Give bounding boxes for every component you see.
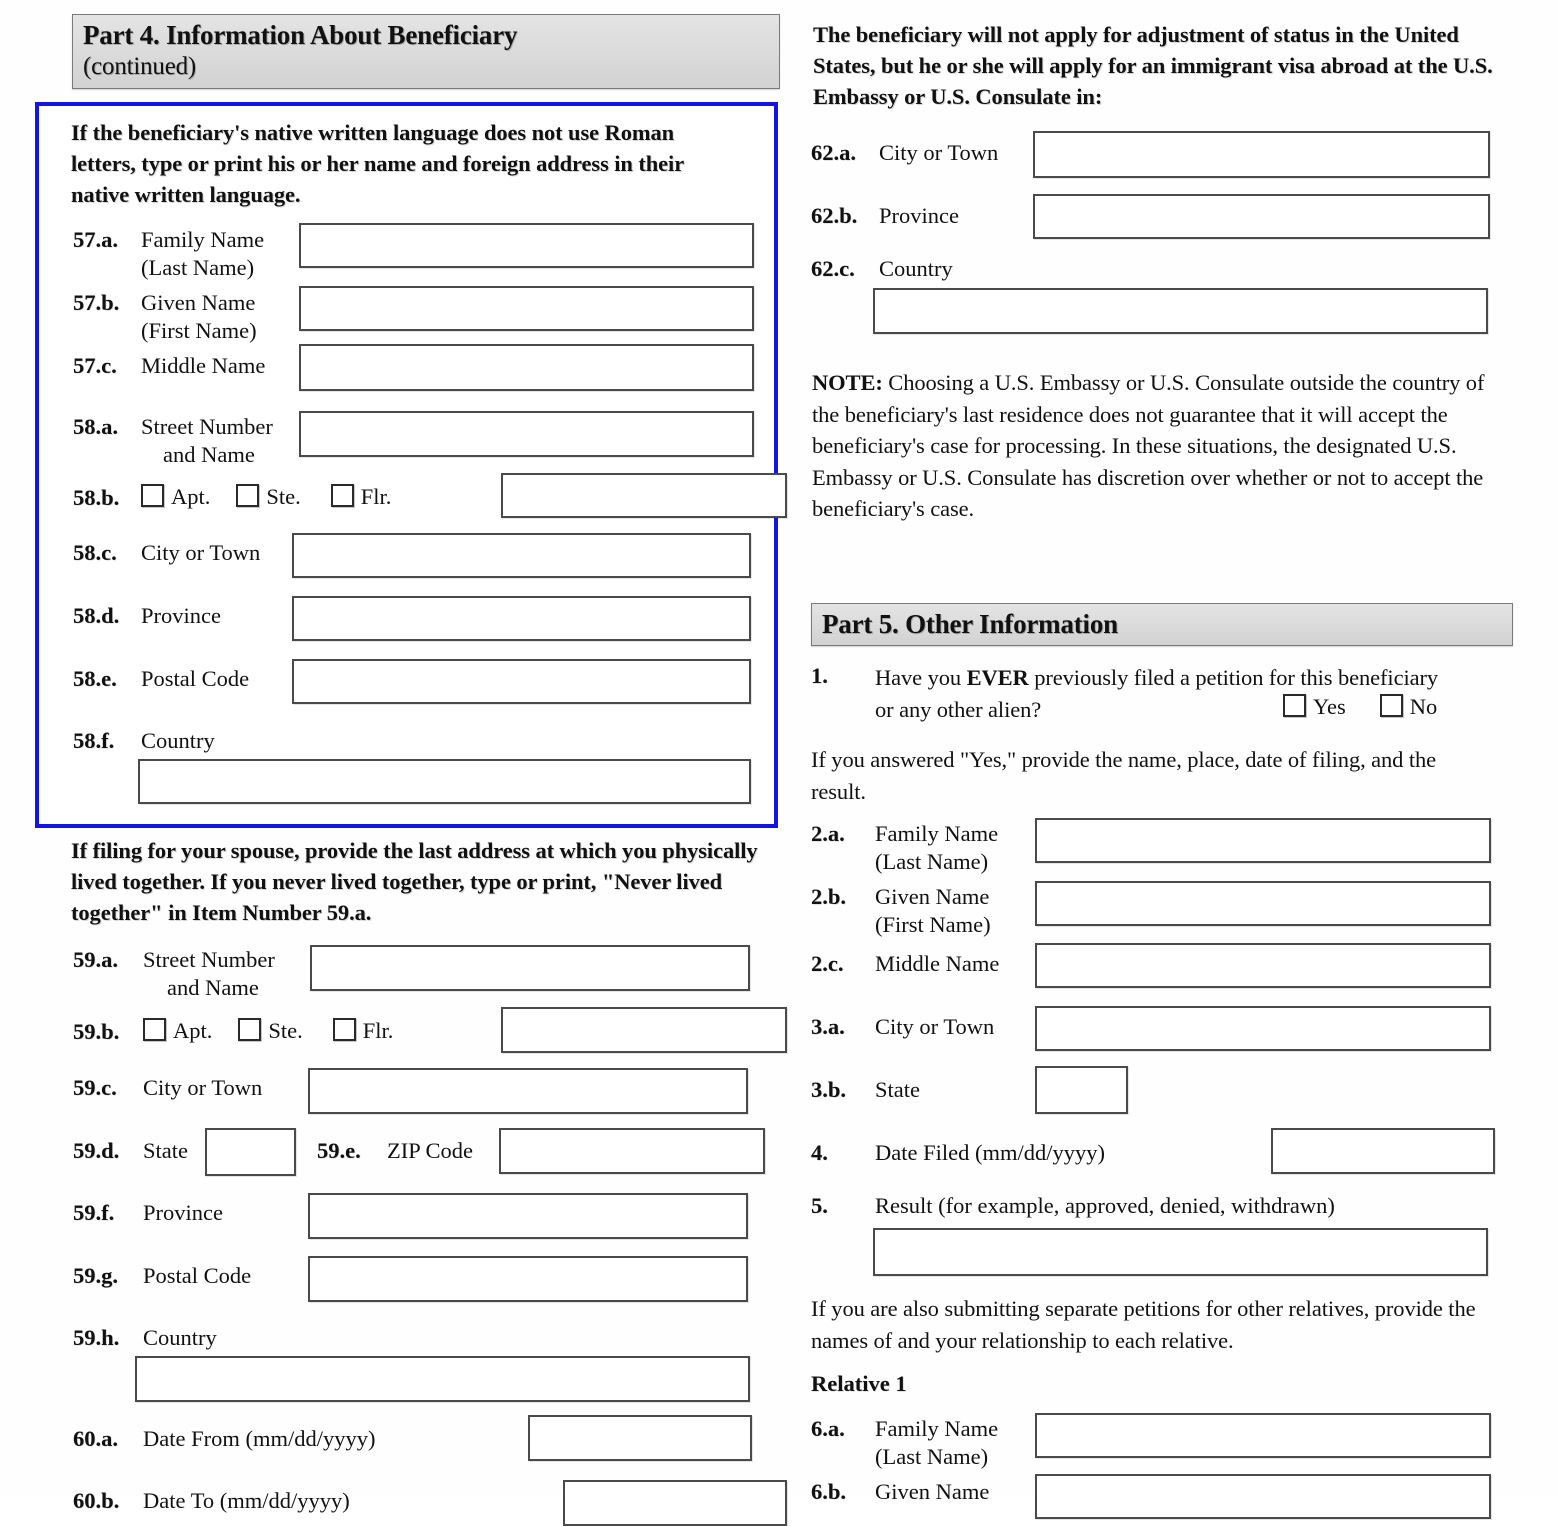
field-label-59e: ZIP Code <box>387 1138 474 1163</box>
field-label-59h: Country <box>143 1325 217 1350</box>
field-input-57b[interactable] <box>299 286 754 331</box>
field-number-62b: 62.b. <box>811 203 858 228</box>
field-row-59b <box>73 1018 788 1053</box>
consulate-note <box>812 367 1497 525</box>
field-number-58b: 58.b. <box>73 485 120 510</box>
field-number-5: 5. <box>811 1193 828 1218</box>
question-1-number: 1. <box>811 663 828 688</box>
field-label-2a: Family Name (Last Name) <box>875 821 999 875</box>
field-row-3a <box>811 1013 1501 1051</box>
field-input-58c[interactable] <box>292 533 751 578</box>
field-row-2c <box>811 950 1501 988</box>
field-row-59a <box>73 946 773 1003</box>
field-number-58c: 58.c. <box>73 540 117 565</box>
checkbox-flr-58b[interactable] <box>331 484 354 507</box>
field-row-60a <box>73 1425 788 1461</box>
field-input-59h[interactable] <box>135 1356 750 1402</box>
note-text: Choosing a U.S. Embassy or U.S. Consulate outside the country of the beneficiary's last residence does not guarantee that it will accept the beneficiary's case for processing. In these situations, the designated U.S. Embassy or U.S. Consulate has discretion over whether or not to accept the beneficiary's case. <box>812 370 1485 521</box>
field-label-62a: City or Town <box>879 140 999 165</box>
field-number-58a: 58.a. <box>73 414 118 439</box>
checkbox-apt-59b[interactable] <box>143 1018 166 1041</box>
part-4-subtitle: (continued) <box>83 52 197 80</box>
field-row-62b <box>811 202 1501 239</box>
consulate-instruction: The beneficiary will not apply for adjustment of status in the United States, but he or she will apply for an immigrant visa abroad at the U.S. Embassy or U.S. Consulate in: <box>813 22 1493 109</box>
part-5-title: Part 5. Other Information <box>822 609 1118 639</box>
field-input-58b[interactable] <box>501 473 787 518</box>
relative-1-heading: Relative 1 <box>811 1371 907 1396</box>
question-1-options <box>1283 694 1443 720</box>
field-input-57a[interactable] <box>299 223 754 268</box>
field-input-2c[interactable] <box>1035 943 1491 988</box>
field-label-59f: Province <box>143 1200 223 1225</box>
yes-instruction: If you answered "Yes," provide the name, place, date of filing, and the result. <box>811 747 1437 804</box>
field-label-58d: Province <box>141 603 221 628</box>
field-input-3a[interactable] <box>1035 1006 1491 1051</box>
field-label-6a: Family Name (Last Name) <box>875 1416 999 1470</box>
field-label-58e: Postal Code <box>141 666 250 691</box>
field-number-59c: 59.c. <box>73 1075 117 1100</box>
field-number-59g: 59.g. <box>73 1263 118 1288</box>
field-label-58f: Country <box>141 728 215 753</box>
field-input-58d[interactable] <box>292 596 751 641</box>
field-label-60a: Date From (mm/dd/yyyy) <box>143 1426 376 1451</box>
field-number-60a: 60.a. <box>73 1426 118 1451</box>
field-row-6a <box>811 1415 1501 1472</box>
question-1-text: Have you EVER previously filed a petition for this beneficiary or any other alien? <box>875 665 1439 722</box>
field-row-62a <box>811 139 1501 178</box>
field-label-59c: City or Town <box>143 1075 263 1100</box>
field-input-2a[interactable] <box>1035 818 1491 863</box>
field-label-59a: Street Number and Name <box>143 947 275 1001</box>
field-input-6a[interactable] <box>1035 1413 1491 1458</box>
field-label-58c: City or Town <box>141 540 261 565</box>
field-label-60b: Date To (mm/dd/yyyy) <box>143 1488 350 1513</box>
field-row-5-label <box>811 1192 1335 1220</box>
field-input-62a[interactable] <box>1033 131 1490 178</box>
field-row-4 <box>811 1139 1501 1174</box>
field-row-2b <box>811 883 1501 940</box>
field-number-59d: 59.d. <box>73 1138 120 1163</box>
field-label-2c: Middle Name <box>875 951 1000 976</box>
question-1-emphasis: EVER <box>966 665 1029 690</box>
checkbox-label-ste-59b: Ste. <box>268 1018 303 1043</box>
native-language-instruction: If the beneficiary's native written language does not use Roman letters, type or print his or her name and foreign address in their native written language. <box>71 120 684 207</box>
field-row-59g <box>73 1262 773 1302</box>
field-number-57a: 57.a. <box>73 227 118 252</box>
field-input-6b[interactable] <box>1035 1474 1491 1519</box>
field-row-57c <box>73 352 773 391</box>
field-number-59b: 59.b. <box>73 1019 120 1044</box>
field-row-59c <box>73 1074 773 1114</box>
field-row-6b <box>811 1478 1501 1519</box>
spouse-address-instruction: If filing for your spouse, provide the last address at which you physically lived together. If you never lived together, type or print, "Never lived together" in Item Number 59.a. <box>71 838 758 925</box>
field-row-58a <box>73 413 773 470</box>
field-row-59d-59e <box>73 1137 788 1176</box>
checkbox-label-ste-58b: Ste. <box>266 484 301 509</box>
field-row-58c <box>73 539 773 578</box>
field-number-58e: 58.e. <box>73 666 117 691</box>
field-row-3b <box>811 1076 1501 1114</box>
field-row-58b <box>73 484 788 518</box>
field-row-58d <box>73 602 773 641</box>
field-label-59g: Postal Code <box>143 1263 252 1288</box>
checkbox-apt-58b[interactable] <box>141 484 164 507</box>
checkbox-yes[interactable] <box>1283 694 1306 717</box>
unit-checkbox-group-58b <box>141 484 501 510</box>
field-label-3a: City or Town <box>875 1014 995 1039</box>
checkbox-label-no: No <box>1409 694 1438 719</box>
field-number-4: 4. <box>811 1140 828 1165</box>
field-input-62c[interactable] <box>873 288 1488 334</box>
field-number-6b: 6.b. <box>811 1479 847 1504</box>
field-row-2a <box>811 820 1501 877</box>
part-4-header <box>72 14 780 89</box>
field-label-3b: State <box>875 1077 920 1102</box>
field-input-59a[interactable] <box>310 945 750 991</box>
field-row-57b <box>73 289 773 346</box>
field-input-58f[interactable] <box>138 759 751 804</box>
checkbox-ste-58b[interactable] <box>236 484 259 507</box>
field-input-60a[interactable] <box>528 1415 752 1461</box>
field-label-4: Date Filed (mm/dd/yyyy) <box>875 1140 1105 1165</box>
field-number-2b: 2.b. <box>811 884 847 909</box>
part-5-header <box>811 603 1513 646</box>
checkbox-label-flr-58b: Flr. <box>360 484 392 509</box>
field-number-57c: 57.c. <box>73 353 117 378</box>
field-label-57c: Middle Name <box>141 353 266 378</box>
field-input-57c[interactable] <box>299 344 754 391</box>
field-number-62a: 62.a. <box>811 140 856 165</box>
field-input-2b[interactable] <box>1035 881 1491 926</box>
part-4-title: Part 4. Information About Beneficiary <box>83 20 518 50</box>
right-column <box>808 0 1498 1504</box>
field-label-5: Result (for example, approved, denied, withdrawn) <box>875 1193 1335 1218</box>
note-prefix: NOTE: <box>812 370 883 395</box>
field-input-58e[interactable] <box>292 659 751 704</box>
field-label-62b: Province <box>879 203 959 228</box>
field-number-59e: 59.e. <box>317 1138 361 1163</box>
field-number-59h: 59.h. <box>73 1325 120 1350</box>
field-number-58f: 58.f. <box>73 728 115 753</box>
field-input-3b-state[interactable] <box>1035 1066 1128 1114</box>
field-number-58d: 58.d. <box>73 603 120 628</box>
field-number-59a: 59.a. <box>73 947 118 972</box>
field-number-6a: 6.a. <box>811 1416 845 1441</box>
field-input-59b[interactable] <box>501 1007 787 1053</box>
field-number-57b: 57.b. <box>73 290 120 315</box>
left-column <box>35 0 780 1513</box>
field-number-2c: 2.c. <box>811 951 844 976</box>
field-label-2b: Given Name (First Name) <box>875 884 991 938</box>
field-input-59f[interactable] <box>308 1193 748 1239</box>
unit-checkbox-group-59b <box>143 1018 501 1044</box>
field-label-59d: State <box>143 1138 188 1163</box>
field-input-60b[interactable] <box>563 1480 787 1526</box>
field-number-2a: 2.a. <box>811 821 845 846</box>
field-number-3a: 3.a. <box>811 1014 845 1039</box>
field-number-59f: 59.f. <box>73 1200 115 1225</box>
field-input-59g[interactable] <box>308 1256 748 1302</box>
checkbox-label-apt-58b: Apt. <box>171 484 211 509</box>
field-row-59h-label <box>73 1324 217 1352</box>
field-input-5-result[interactable] <box>873 1228 1488 1276</box>
checkbox-label-yes: Yes <box>1313 694 1346 719</box>
field-row-62c-label <box>811 255 953 283</box>
field-row-59f <box>73 1199 773 1239</box>
checkbox-label-apt-59b: Apt. <box>173 1018 213 1043</box>
field-input-4-date-filed[interactable] <box>1271 1128 1495 1174</box>
field-label-6b: Given Name <box>875 1479 990 1504</box>
field-label-58a: Street Number and Name <box>141 414 273 468</box>
field-input-58a[interactable] <box>299 411 754 457</box>
field-row-58e <box>73 665 773 704</box>
field-input-59c[interactable] <box>308 1068 748 1114</box>
field-label-57a: Family Name (Last Name) <box>141 227 265 281</box>
field-input-62b[interactable] <box>1033 194 1490 239</box>
relatives-instruction: If you are also submitting separate petitions for other relatives, provide the names of and your relationship to each relative. <box>811 1296 1476 1353</box>
field-label-62c: Country <box>879 256 953 281</box>
field-label-57b: Given Name (First Name) <box>141 290 257 344</box>
field-number-60b: 60.b. <box>73 1488 120 1513</box>
field-number-3b: 3.b. <box>811 1077 847 1102</box>
checkbox-label-flr-59b: Flr. <box>362 1018 394 1043</box>
field-number-62c: 62.c. <box>811 256 855 281</box>
checkbox-ste-59b[interactable] <box>238 1018 261 1041</box>
field-input-59d-state[interactable] <box>205 1128 296 1176</box>
field-row-57a <box>73 226 773 283</box>
field-row-58f-label <box>73 727 215 755</box>
checkbox-no[interactable] <box>1380 694 1403 717</box>
checkbox-flr-59b[interactable] <box>333 1018 356 1041</box>
field-input-59e-zip[interactable] <box>499 1128 765 1174</box>
